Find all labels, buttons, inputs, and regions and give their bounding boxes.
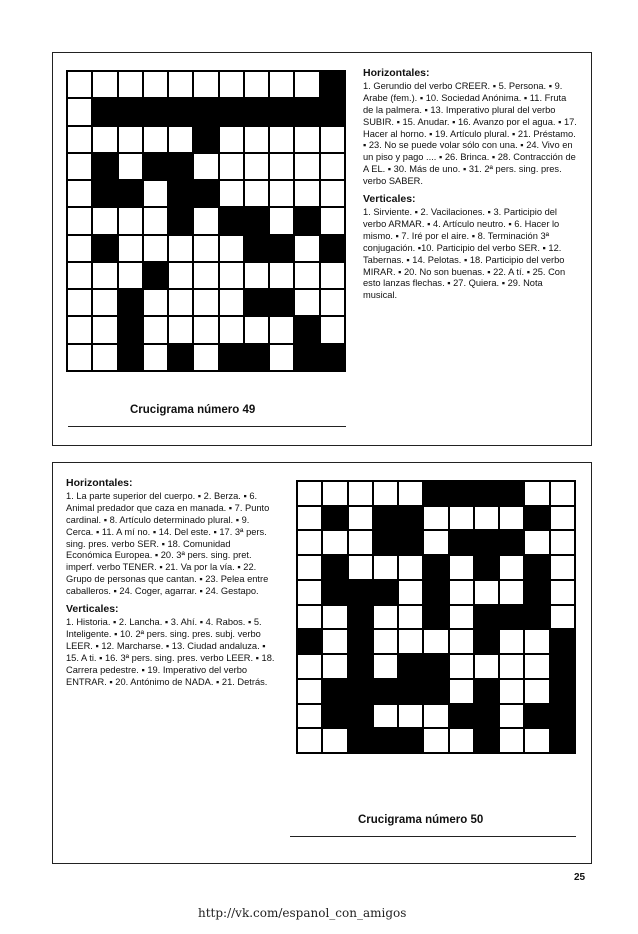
grid-cell: [244, 289, 269, 316]
grid-cell: [297, 654, 322, 679]
grid-cell: [348, 679, 373, 704]
grid-cell: [67, 71, 92, 98]
grid-cell: [423, 506, 448, 531]
grid-cell: [348, 555, 373, 580]
grid-cell: [499, 654, 524, 679]
grid-cell: [92, 126, 117, 153]
grid-cell: [143, 235, 168, 262]
grid-cell: [373, 605, 398, 630]
grid-cell: [398, 555, 423, 580]
grid-cell: [118, 207, 143, 234]
grid-cell: [550, 506, 575, 531]
grid-cell: [92, 71, 117, 98]
grid-cell: [143, 71, 168, 98]
grid-cell: [474, 728, 499, 753]
grid-cell: [348, 654, 373, 679]
grid-cell: [269, 289, 294, 316]
grid-cell: [398, 481, 423, 506]
grid-cell: [550, 481, 575, 506]
grid-cell: [67, 316, 92, 343]
grid-cell: [550, 530, 575, 555]
grid-cell: [320, 207, 345, 234]
grid-cell: [449, 506, 474, 531]
grid-cell: [143, 316, 168, 343]
grid-cell: [294, 235, 319, 262]
grid-cell: [269, 153, 294, 180]
grid-cell: [499, 679, 524, 704]
grid-cell: [550, 629, 575, 654]
grid-cell: [449, 629, 474, 654]
grid-cell: [168, 207, 193, 234]
grid-cell: [474, 506, 499, 531]
grid-cell: [294, 344, 319, 371]
grid-cell: [474, 654, 499, 679]
grid-cell: [219, 235, 244, 262]
grid-cell: [193, 153, 218, 180]
grid-cell: [550, 704, 575, 729]
grid-cell: [449, 580, 474, 605]
grid-cell: [67, 153, 92, 180]
grid-cell: [193, 289, 218, 316]
grid-cell: [373, 530, 398, 555]
grid-cell: [348, 530, 373, 555]
grid-cell: [524, 728, 549, 753]
grid-cell: [244, 207, 269, 234]
grid-cell: [550, 555, 575, 580]
grid-cell: [168, 262, 193, 289]
grid-cell: [499, 605, 524, 630]
grid-cell: [322, 555, 347, 580]
grid-cell: [294, 98, 319, 125]
grid-cell: [244, 126, 269, 153]
grid-cell: [92, 98, 117, 125]
grid-cell: [373, 679, 398, 704]
grid-cell: [348, 728, 373, 753]
grid-cell: [423, 679, 448, 704]
grid-cell: [474, 629, 499, 654]
grid-cell: [294, 180, 319, 207]
grid-cell: [294, 289, 319, 316]
grid-cell: [67, 207, 92, 234]
crossword-49-grid: [66, 70, 346, 372]
grid-cell: [143, 180, 168, 207]
grid-cell: [67, 344, 92, 371]
grid-cell: [193, 98, 218, 125]
grid-cell: [499, 728, 524, 753]
horizontal-clues: 1. La parte superior del cuerpo. ▪ 2. Berza. ▪ 6. Animal predador que caza en manada. ▪ 7. Punto cardinal. ▪ 8. Artículo determinado plural. ▪ 9. Cerca. ▪ 11. A mí no. ▪ 14. Del este. ▪ 17. 3ª pers. sing. pres. verbo SER. ▪ 18. Comunidad Económica Europea. ▪ 20. 3ª pers. sing. pret. imperf. verbo TENER. ▪ 21. Va por la vía. ▪ 22. Grupo de personas que cantan. ▪ 23. Pelea entre caballeros. ▪ 24. Coger, agarrar. ▪ 24. Gestapo.: [66, 490, 270, 597]
grid-cell: [449, 679, 474, 704]
grid-cell: [449, 728, 474, 753]
grid-cell: [67, 289, 92, 316]
grid-cell: [244, 344, 269, 371]
page-number: 25: [574, 872, 586, 883]
grid-cell: [244, 153, 269, 180]
grid-cell: [269, 235, 294, 262]
grid-cell: [168, 289, 193, 316]
grid-cell: [67, 126, 92, 153]
grid-cell: [320, 180, 345, 207]
grid-cell: [168, 126, 193, 153]
grid-cell: [219, 126, 244, 153]
vertical-heading: Verticales:: [363, 193, 416, 206]
grid-cell: [320, 289, 345, 316]
grid-cell: [320, 71, 345, 98]
grid-cell: [320, 344, 345, 371]
grid-cell: [373, 580, 398, 605]
grid-cell: [168, 180, 193, 207]
grid-cell: [524, 555, 549, 580]
grid-cell: [143, 344, 168, 371]
grid-cell: [92, 262, 117, 289]
vertical-clues: 1. Historia. ▪ 2. Lancha. ▪ 3. Ahí. ▪ 4. Rabos. ▪ 5. Inteligente. ▪ 10. 2ª pers. sing. pres. subj. verbo LEER. ▪ 12. Marcharse. ▪ 13. Ciudad andaluza. ▪ 15. A ti. ▪ 16. 3ª pers. sing. pres. verbo LEER. ▪ 18. Carrera pedestre. ▪ 19. Imperativo del verbo ENTRAR. ▪ 20. Antónimo de NADA. ▪ 21. Detrás.: [66, 616, 275, 687]
grid-cell: [550, 679, 575, 704]
grid-cell: [322, 704, 347, 729]
grid-cell: [92, 207, 117, 234]
grid-cell: [143, 262, 168, 289]
grid-cell: [269, 207, 294, 234]
grid-cell: [297, 580, 322, 605]
grid-cell: [219, 180, 244, 207]
grid-cell: [423, 481, 448, 506]
grid-cell: [449, 481, 474, 506]
grid-cell: [398, 679, 423, 704]
grid-cell: [474, 481, 499, 506]
grid-cell: [244, 235, 269, 262]
grid-cell: [423, 728, 448, 753]
grid-cell: [524, 481, 549, 506]
grid-cell: [193, 207, 218, 234]
grid-cell: [92, 235, 117, 262]
grid-cell: [524, 679, 549, 704]
grid-cell: [322, 654, 347, 679]
grid-cell: [269, 344, 294, 371]
grid-cell: [524, 605, 549, 630]
grid-cell: [297, 679, 322, 704]
grid-cell: [423, 605, 448, 630]
grid-cell: [499, 530, 524, 555]
grid-cell: [348, 629, 373, 654]
grid-cell: [297, 605, 322, 630]
grid-cell: [297, 629, 322, 654]
grid-cell: [524, 629, 549, 654]
grid-cell: [219, 71, 244, 98]
crossword-49-clues: [363, 68, 577, 308]
grid-cell: [499, 481, 524, 506]
grid-cell: [524, 704, 549, 729]
grid-cell: [524, 580, 549, 605]
grid-cell: [193, 180, 218, 207]
grid-cell: [168, 153, 193, 180]
grid-cell: [143, 98, 168, 125]
grid-cell: [297, 555, 322, 580]
grid-cell: [118, 344, 143, 371]
grid-cell: [320, 153, 345, 180]
grid-cell: [348, 506, 373, 531]
grid-cell: [449, 654, 474, 679]
crossword-50-caption: Crucigrama número 50: [358, 814, 484, 826]
grid-cell: [269, 98, 294, 125]
grid-cell: [348, 580, 373, 605]
grid-cell: [143, 289, 168, 316]
grid-cell: [67, 262, 92, 289]
grid-cell: [294, 316, 319, 343]
grid-cell: [322, 629, 347, 654]
horizontal-heading: Horizontales:: [363, 67, 430, 79]
grid-cell: [294, 262, 319, 289]
grid-cell: [320, 235, 345, 262]
grid-cell: [373, 506, 398, 531]
grid-cell: [244, 98, 269, 125]
grid-cell: [118, 262, 143, 289]
grid-cell: [244, 180, 269, 207]
grid-cell: [320, 98, 345, 125]
vertical-heading: Verticales:: [66, 603, 119, 616]
grid-cell: [499, 629, 524, 654]
grid-cell: [297, 704, 322, 729]
grid-cell: [143, 126, 168, 153]
grid-cell: [524, 506, 549, 531]
grid-cell: [67, 180, 92, 207]
grid-cell: [118, 71, 143, 98]
grid-cell: [348, 605, 373, 630]
grid-cell: [168, 98, 193, 125]
grid-cell: [423, 555, 448, 580]
grid-cell: [244, 71, 269, 98]
crossword-50-grid: [296, 480, 576, 754]
grid-cell: [193, 235, 218, 262]
grid-cell: [219, 207, 244, 234]
grid-cell: [118, 316, 143, 343]
grid-cell: [269, 126, 294, 153]
grid-cell: [322, 728, 347, 753]
grid-cell: [219, 316, 244, 343]
grid-cell: [219, 153, 244, 180]
grid-cell: [193, 126, 218, 153]
grid-cell: [524, 654, 549, 679]
grid-cell: [449, 555, 474, 580]
grid-cell: [373, 654, 398, 679]
grid-cell: [92, 344, 117, 371]
grid-cell: [92, 289, 117, 316]
grid-cell: [499, 555, 524, 580]
grid-cell: [423, 629, 448, 654]
grid-cell: [219, 344, 244, 371]
grid-cell: [168, 316, 193, 343]
grid-cell: [398, 704, 423, 729]
grid-cell: [294, 71, 319, 98]
crossword-50-clues: [66, 478, 276, 694]
grid-cell: [320, 316, 345, 343]
grid-cell: [67, 235, 92, 262]
grid-cell: [118, 235, 143, 262]
crossword-49-caption: Crucigrama número 49: [130, 404, 256, 416]
grid-cell: [550, 605, 575, 630]
grid-cell: [297, 481, 322, 506]
grid-cell: [294, 153, 319, 180]
grid-cell: [373, 481, 398, 506]
grid-cell: [423, 580, 448, 605]
grid-cell: [92, 153, 117, 180]
grid-cell: [297, 506, 322, 531]
grid-cell: [320, 126, 345, 153]
grid-cell: [320, 262, 345, 289]
grid-cell: [269, 180, 294, 207]
grid-cell: [92, 180, 117, 207]
vertical-clues: 1. Sirviente. ▪ 2. Vacilaciones. ▪ 3. Participio del verbo ARMAR. ▪ 4. Artículo neutro. ▪ 6. Hacer lo mismo. ▪ 7. Iré por el aire. ▪ 8. Terminación 3ª conjugación. ▪10. Participio del verbo SER. ▪ 12. Tabernas. ▪ 14. Pelotas. ▪ 18. Participio del verbo MIRAR. ▪ 20. No son buenas. ▪ 22. A tí. ▪ 25. Con esto lanzas flechas. ▪ 27. Quiera. ▪ 29. Nota musical.: [363, 206, 566, 301]
grid-cell: [143, 153, 168, 180]
grid-cell: [398, 654, 423, 679]
grid-cell: [449, 704, 474, 729]
grid-cell: [118, 289, 143, 316]
grid-cell: [67, 98, 92, 125]
grid-cell: [219, 262, 244, 289]
grid-cell: [474, 704, 499, 729]
grid-cell: [269, 71, 294, 98]
grid-cell: [168, 71, 193, 98]
grid-cell: [423, 530, 448, 555]
grid-cell: [499, 580, 524, 605]
caption-rule: [290, 836, 576, 837]
grid-cell: [219, 98, 244, 125]
grid-cell: [269, 316, 294, 343]
grid-cell: [550, 580, 575, 605]
grid-cell: [499, 506, 524, 531]
grid-cell: [118, 98, 143, 125]
grid-cell: [322, 580, 347, 605]
grid-cell: [449, 530, 474, 555]
grid-cell: [398, 728, 423, 753]
grid-cell: [398, 629, 423, 654]
grid-cell: [449, 605, 474, 630]
grid-cell: [143, 207, 168, 234]
grid-cell: [398, 530, 423, 555]
grid-cell: [297, 728, 322, 753]
grid-cell: [348, 481, 373, 506]
grid-cell: [373, 704, 398, 729]
grid-cell: [118, 126, 143, 153]
grid-cell: [474, 555, 499, 580]
grid-cell: [474, 679, 499, 704]
grid-cell: [398, 605, 423, 630]
grid-cell: [168, 344, 193, 371]
grid-cell: [193, 71, 218, 98]
horizontal-clues: 1. Gerundio del verbo CREER. ▪ 5. Persona. ▪ 9. Arabe (fem.). ▪ 10. Sociedad Anónima. ▪ 11. Fruta de la palmera. ▪ 13. Imperativo plural del verbo SUBIR. ▪ 15. Anudar. ▪ 16. Avanzo por el agua. ▪ 17. Hacer al horno. ▪ 19. Artículo plural. ▪ 21. Préstamo. ▪ 23. No se puede volar sólo con una. ▪ 24. Vivo en un piso y pago .... ▪ 26. Brinca. ▪ 28. Contracción de A EL. ▪ 30. Más de uno. ▪ 31. 2ª pers. sing. pres. verbo SABER.: [363, 80, 577, 187]
grid-cell: [373, 728, 398, 753]
grid-cell: [118, 153, 143, 180]
grid-cell: [373, 555, 398, 580]
grid-cell: [499, 704, 524, 729]
grid-cell: [474, 605, 499, 630]
grid-cell: [269, 262, 294, 289]
grid-cell: [92, 316, 117, 343]
grid-cell: [423, 654, 448, 679]
grid-cell: [423, 704, 448, 729]
grid-cell: [193, 262, 218, 289]
grid-cell: [322, 605, 347, 630]
grid-cell: [373, 629, 398, 654]
grid-cell: [322, 530, 347, 555]
grid-cell: [550, 728, 575, 753]
grid-cell: [193, 344, 218, 371]
grid-cell: [193, 316, 218, 343]
horizontal-heading: Horizontales:: [66, 477, 133, 489]
grid-cell: [294, 126, 319, 153]
grid-cell: [322, 506, 347, 531]
grid-cell: [244, 262, 269, 289]
caption-rule: [68, 426, 346, 427]
grid-cell: [294, 207, 319, 234]
grid-cell: [322, 481, 347, 506]
grid-cell: [398, 506, 423, 531]
grid-cell: [348, 704, 373, 729]
grid-cell: [524, 530, 549, 555]
grid-cell: [118, 180, 143, 207]
grid-cell: [297, 530, 322, 555]
grid-cell: [550, 654, 575, 679]
grid-cell: [474, 530, 499, 555]
grid-cell: [168, 235, 193, 262]
grid-cell: [322, 679, 347, 704]
grid-cell: [219, 289, 244, 316]
grid-cell: [474, 580, 499, 605]
grid-cell: [398, 580, 423, 605]
source-url: http://vk.com/espanol_con_amigos: [198, 906, 407, 920]
grid-cell: [244, 316, 269, 343]
